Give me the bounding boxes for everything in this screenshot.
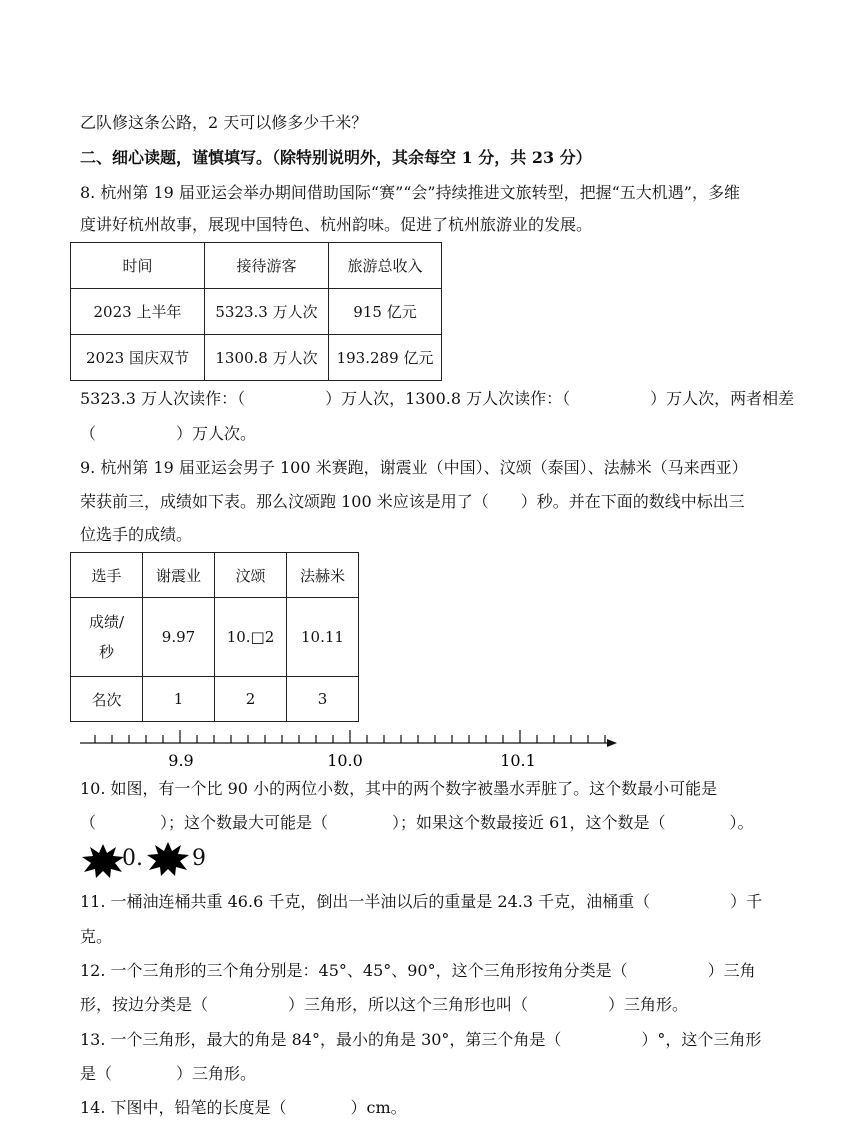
- table-header-cell: 谢震业: [143, 553, 215, 598]
- question-11-text: 11. 一桶油连桶共重 46.6 千克，倒出一半油以后的重量是 24.3 千克，油桶重（ ）千: [80, 892, 763, 911]
- table-row: [71, 335, 442, 381]
- question-8-text: 8. 杭州第 19 届亚运会举办期间借助国际“赛”“会”持续推进文旅转型，把握“五大机遇”，多维: [80, 183, 740, 202]
- table-cell: 10.□2: [215, 598, 287, 677]
- question-9-text: 9. 杭州第 19 届亚运会男子 100 米赛跑，谢震业（中国）、汶颂（泰国）、法赫米（马来西亚）: [80, 458, 748, 477]
- question-8-text: 度讲好杭州故事，展现中国特色、杭州韵味。促进了杭州旅游业的发展。: [80, 215, 593, 234]
- text-line: 乙队修这条公路，2 天可以修多少千米？: [80, 113, 368, 132]
- table-cell: 1: [143, 677, 215, 722]
- number-line-label: 10.1: [500, 751, 536, 770]
- question-12-text: 12. 一个三角形的三个角分别是：45°、45°、90°，这个三角形按角分类是（ ）三角: [80, 961, 756, 980]
- number-line: [0, 725, 868, 775]
- table-header-cell: 接待游客: [205, 243, 329, 289]
- table-row: [71, 598, 359, 677]
- tourism-table: [70, 242, 442, 381]
- question-13-text: 13. 一个三角形，最大的角是 84°，最小的角是 30°，第三个角是（ ）°，这个三角形: [80, 1030, 762, 1049]
- question-8-blank: 5323.3 万人次读作：（ ）万人次，1300.8 万人次读作：（ ）万人次，两者相差: [80, 389, 795, 408]
- question-14-text: 14. 下图中，铅笔的长度是（ ）cm。: [80, 1098, 407, 1117]
- table-cell: 2: [215, 677, 287, 722]
- question-10-text: 10. 如图，有一个比 90 小的两位小数，其中的两个数字被墨水弄脏了。这个数最小可能是: [80, 779, 718, 798]
- table-row: [71, 289, 442, 335]
- table-cell: 3: [287, 677, 359, 722]
- question-12-text: 形，按边分类是（ ）三角形，所以这个三角形也叫（ ）三角形。: [80, 995, 689, 1014]
- ink-number-last: 9: [192, 846, 206, 871]
- table-cell: 9.97: [143, 598, 215, 677]
- question-9-text: 位选手的成绩。: [80, 525, 193, 544]
- table-row: [71, 677, 359, 722]
- ink-blot-icon: [82, 844, 124, 878]
- ink-number-middle: 0.: [122, 846, 143, 871]
- question-8-blank: （ ）万人次。: [80, 424, 257, 443]
- table-header-cell: 汶颂: [215, 553, 287, 598]
- number-line-label: 10.0: [327, 751, 363, 770]
- number-line-label: 9.9: [168, 751, 194, 770]
- ink-blot-icon: [147, 842, 189, 876]
- table-cell: 5323.3 万人次: [205, 289, 329, 335]
- question-10-blank: （ ）；这个数最大可能是（ ）；如果这个数最接近 61，这个数是（ ）。: [80, 813, 754, 832]
- table-cell: 成绩/ 秒: [71, 598, 143, 677]
- table-header-cell: 时间: [71, 243, 205, 289]
- table-header-cell: 法赫米: [287, 553, 359, 598]
- question-11-text: 克。: [80, 927, 113, 946]
- table-cell: 名次: [71, 677, 143, 722]
- arrow-icon: [607, 739, 617, 747]
- number-line-ticks: [95, 730, 605, 743]
- table-header-cell: 旅游总收入: [329, 243, 442, 289]
- question-13-text: 是（ ）三角形。: [80, 1064, 257, 1083]
- table-row: [71, 243, 442, 289]
- table-cell: 2023 国庆双节: [71, 335, 205, 381]
- table-cell: 915 亿元: [329, 289, 442, 335]
- table-cell: 1300.8 万人次: [205, 335, 329, 381]
- table-cell: 10.11: [287, 598, 359, 677]
- question-9-text: 荣获前三，成绩如下表。那么汶颂跑 100 米应该是用了（ ）秒。并在下面的数线中标出三: [80, 492, 745, 511]
- table-cell: 2023 上半年: [71, 289, 205, 335]
- table-row: [71, 553, 359, 598]
- table-header-cell: 选手: [71, 553, 143, 598]
- section-heading: 二、细心读题，谨慎填写。（除特别说明外，其余每空 1 分，共 23 分）: [80, 148, 592, 167]
- race-results-table: [70, 552, 359, 722]
- table-cell: 193.289 亿元: [329, 335, 442, 381]
